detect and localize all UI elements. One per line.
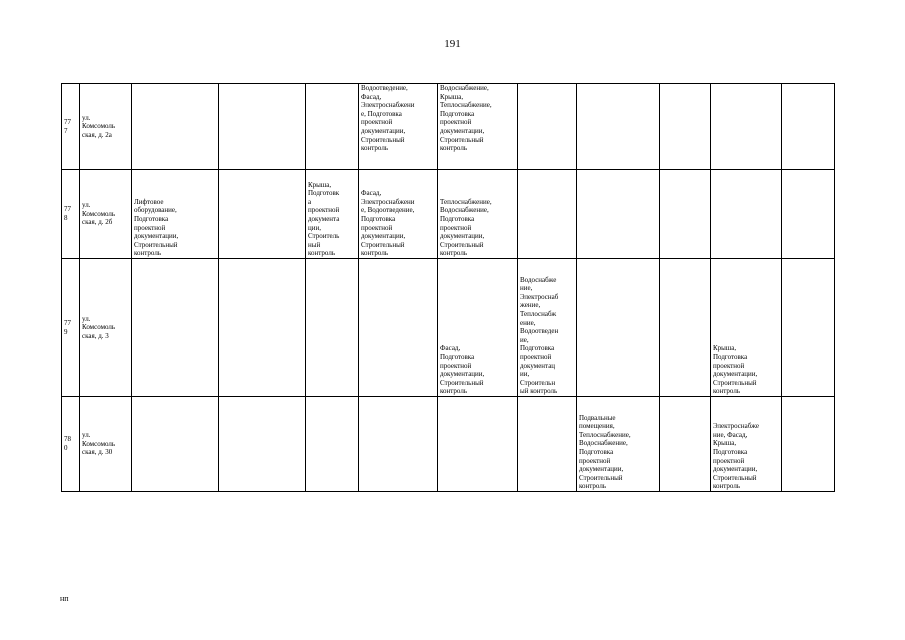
work-cell [518,397,577,492]
row-number: 77 9 [62,259,80,397]
work-cell [306,397,359,492]
table-row [62,84,835,170]
repair-schedule-table [61,83,835,492]
row-number: 77 7 [62,84,80,170]
work-cell [711,84,782,170]
work-cell [782,84,835,170]
work-cell [219,84,306,170]
table-row [62,397,835,492]
work-cell [359,397,438,492]
work-cell: Крыша, Подготовк а проектной документа ции, Строитель ный контроль [306,170,359,259]
work-cell [306,84,359,170]
work-cell [660,170,711,259]
work-cell: Подвальные помещения, Теплоснабжение, Водоснабжение, Подготовка проектной документации, Строительный контроль [577,397,660,492]
work-cell [219,259,306,397]
work-cell [219,170,306,259]
page-number: 191 [444,38,461,50]
work-cell: Электроснабже ние, Фасад, Крыша, Подготовка проектной документации, Строительный контроль [711,397,782,492]
work-cell [518,170,577,259]
work-cell: Фасад, Подготовка проектной документации, Строительный контроль [438,259,518,397]
work-cell [660,259,711,397]
work-cell [711,170,782,259]
work-cell [518,84,577,170]
work-cell: Водоснабже ние, Электроснаб жение, Теплоснабж ение, Водоотведен ие, Подготовка проектной документац ии, Строительн ый контроль [518,259,577,397]
work-cell [132,84,219,170]
address-cell: ул. Комсомоль ская, д. 30 [80,397,132,492]
address-cell: ул. Комсомоль ская, д. 2а [80,84,132,170]
work-cell [782,259,835,397]
address-cell: ул. Комсомоль ская, д. 2б [80,170,132,259]
work-cell: Фасад, Электроснабжени е, Водоотведение, Подготовка проектной документации, Строительный контроль [359,170,438,259]
address-cell: ул. Комсомоль ская, д. 3 [80,259,132,397]
row-number: 78 0 [62,397,80,492]
work-cell [782,170,835,259]
work-cell: Теплоснабжение, Водоснабжение, Подготовка проектной документации, Строительный контроль [438,170,518,259]
work-cell [577,84,660,170]
table-row [62,259,835,397]
work-cell: Водоотведение, Фасад, Электроснабжени е, Подготовка проектной документации, Строительный контроль [359,84,438,170]
work-cell [660,397,711,492]
work-cell [438,397,518,492]
work-cell [359,259,438,397]
footer-mark: нп [60,594,69,603]
work-cell: Крыша, Подготовка проектной документации, Строительный контроль [711,259,782,397]
work-cell [577,259,660,397]
work-cell [306,259,359,397]
work-cell [132,259,219,397]
row-number: 77 8 [62,170,80,259]
work-cell [219,397,306,492]
work-cell [577,170,660,259]
work-cell [132,397,219,492]
work-cell [660,84,711,170]
work-cell [782,397,835,492]
table-row [62,170,835,259]
work-cell: Водоснабжение, Крыша, Теплоснабжение, Подготовка проектной документации, Строительный контроль [438,84,518,170]
work-cell: Лифтовое оборудование, Подготовка проектной документации, Строительный контроль [132,170,219,259]
